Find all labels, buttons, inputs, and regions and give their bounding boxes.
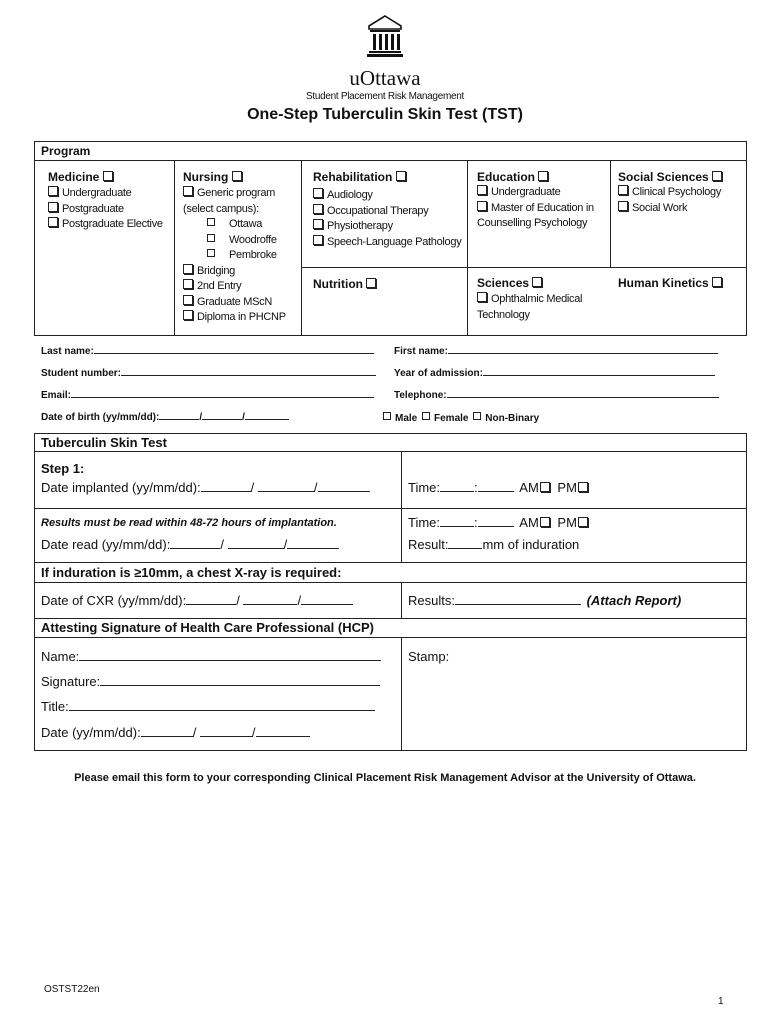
hcp-title-field[interactable]: Title:	[41, 699, 375, 714]
cxr-heading: If induration is ≥10mm, a chest X-ray is required:	[41, 565, 342, 580]
page-title: One-Step Tuberculin Skin Test (TST)	[247, 106, 523, 123]
social-option-social-work[interactable]: Social Work	[618, 201, 721, 217]
implant-pm-checkbox[interactable]	[578, 482, 588, 492]
hcp-name-field[interactable]: Name:	[41, 649, 381, 664]
nursing-option-graduate-mscn[interactable]: Graduate MScN	[183, 295, 286, 311]
program-heading: Program	[41, 144, 91, 158]
logo-text: uOttawa	[349, 66, 421, 90]
rehabilitation-label: Rehabilitation	[313, 170, 410, 186]
gender-male[interactable]: Male	[383, 413, 417, 424]
sciences-option-ophthalmic-cont: Technology	[477, 308, 530, 321]
nursing-checkbox[interactable]	[232, 171, 242, 181]
building-columns-icon	[365, 14, 405, 60]
medicine-option-undergraduate[interactable]: Undergraduate	[48, 186, 163, 202]
campus-pembroke[interactable]: Pembroke	[183, 248, 286, 264]
nutrition-label: Nutrition	[313, 277, 380, 293]
nursing-option-generic[interactable]: Generic program	[183, 186, 286, 202]
medicine-label: Medicine	[48, 170, 117, 186]
step1-label: Step 1:	[41, 461, 85, 476]
cxr-date-field[interactable]: Date of CXR (yy/mm/dd): / /	[41, 593, 353, 608]
page-number: 1	[718, 996, 724, 1007]
education-option-master[interactable]: Master of Education in	[477, 201, 594, 217]
nutrition-checkbox[interactable]	[366, 278, 376, 288]
social-sciences-checkbox[interactable]	[712, 171, 722, 181]
rehab-option-speech-language[interactable]: Speech-Language Pathology	[313, 235, 461, 251]
medicine-option-postgraduate[interactable]: Postgraduate	[48, 202, 163, 218]
rehab-option-physiotherapy[interactable]: Physiotherapy	[313, 219, 461, 235]
human-kinetics-checkbox[interactable]	[712, 277, 722, 287]
campus-ottawa[interactable]: Ottawa	[183, 217, 286, 233]
date-implanted-field[interactable]: Date implanted (yy/mm/dd): / /	[41, 480, 370, 495]
rehab-option-audiology[interactable]: Audiology	[313, 188, 461, 204]
email-instruction: Please email this form to your corresponding Clinical Placement Risk Management Advisor at the University of Ottawa.	[74, 772, 696, 784]
read-time-field[interactable]: Time: : AM PM	[408, 515, 592, 530]
rehab-option-occupational-therapy[interactable]: Occupational Therapy	[313, 204, 461, 220]
sciences-option-ophthalmic[interactable]: Ophthalmic Medical	[477, 292, 582, 308]
social-sciences-label: Social Sciences	[618, 170, 726, 186]
logo	[365, 14, 405, 60]
read-pm-checkbox[interactable]	[578, 517, 588, 527]
campus-woodroffe[interactable]: Woodroffe	[183, 233, 286, 249]
education-option-undergraduate[interactable]: Undergraduate	[477, 185, 594, 201]
form-code: OSTST22en	[44, 984, 100, 995]
result-field[interactable]: Result: mm of induration	[408, 537, 580, 552]
gender-female[interactable]: Female	[422, 413, 468, 424]
implant-am-checkbox[interactable]	[540, 482, 550, 492]
nursing-option-diploma-phcnp[interactable]: Diploma in PHCNP	[183, 310, 286, 326]
nursing-select-campus: (select campus):	[183, 202, 259, 215]
hcp-signature-field[interactable]: Signature:	[41, 674, 380, 689]
sciences-label: Sciences	[477, 276, 546, 292]
nursing-option-bridging[interactable]: Bridging	[183, 264, 286, 280]
department-name: Student Placement Risk Management	[306, 91, 464, 102]
email-field[interactable]: Email:	[41, 390, 374, 401]
medicine-option-postgraduate-elective[interactable]: Postgraduate Elective	[48, 217, 163, 233]
year-of-admission-field[interactable]: Year of admission:	[394, 368, 715, 379]
education-label: Education	[477, 170, 552, 186]
hcp-stamp-label: Stamp:	[408, 649, 450, 664]
education-checkbox[interactable]	[538, 171, 548, 181]
results-note: Results must be read within 48-72 hours of implantation.	[41, 517, 337, 529]
gender-non-binary[interactable]: Non-Binary	[473, 413, 539, 424]
hcp-date-field[interactable]: Date (yy/mm/dd): / /	[41, 725, 310, 740]
hcp-heading: Attesting Signature of Health Care Professional (HCP)	[41, 620, 374, 635]
rehabilitation-checkbox[interactable]	[396, 171, 406, 181]
last-name-field[interactable]: Last name:	[41, 346, 374, 357]
tst-heading: Tuberculin Skin Test	[41, 435, 167, 450]
social-option-clinical-psychology[interactable]: Clinical Psychology	[618, 185, 721, 201]
education-option-master-cont: Counselling Psychology	[477, 217, 588, 229]
human-kinetics-label: Human Kinetics	[618, 276, 726, 292]
read-am-checkbox[interactable]	[540, 517, 550, 527]
sciences-checkbox[interactable]	[532, 277, 542, 287]
cxr-results-field[interactable]: Results: (Attach Report)	[408, 593, 682, 608]
dob-field[interactable]: Date of birth (yy/mm/dd): / /	[41, 412, 289, 423]
nursing-label: Nursing	[183, 170, 246, 186]
student-number-field[interactable]: Student number:	[41, 368, 376, 379]
implant-time-field[interactable]: Time: : AM PM	[408, 480, 592, 495]
gender-options	[383, 412, 539, 424]
medicine-checkbox[interactable]	[103, 171, 113, 181]
nursing-option-2nd-entry[interactable]: 2nd Entry	[183, 279, 286, 295]
date-read-field[interactable]: Date read (yy/mm/dd): / /	[41, 537, 339, 552]
first-name-field[interactable]: First name:	[394, 346, 718, 357]
telephone-field[interactable]: Telephone:	[394, 390, 719, 401]
